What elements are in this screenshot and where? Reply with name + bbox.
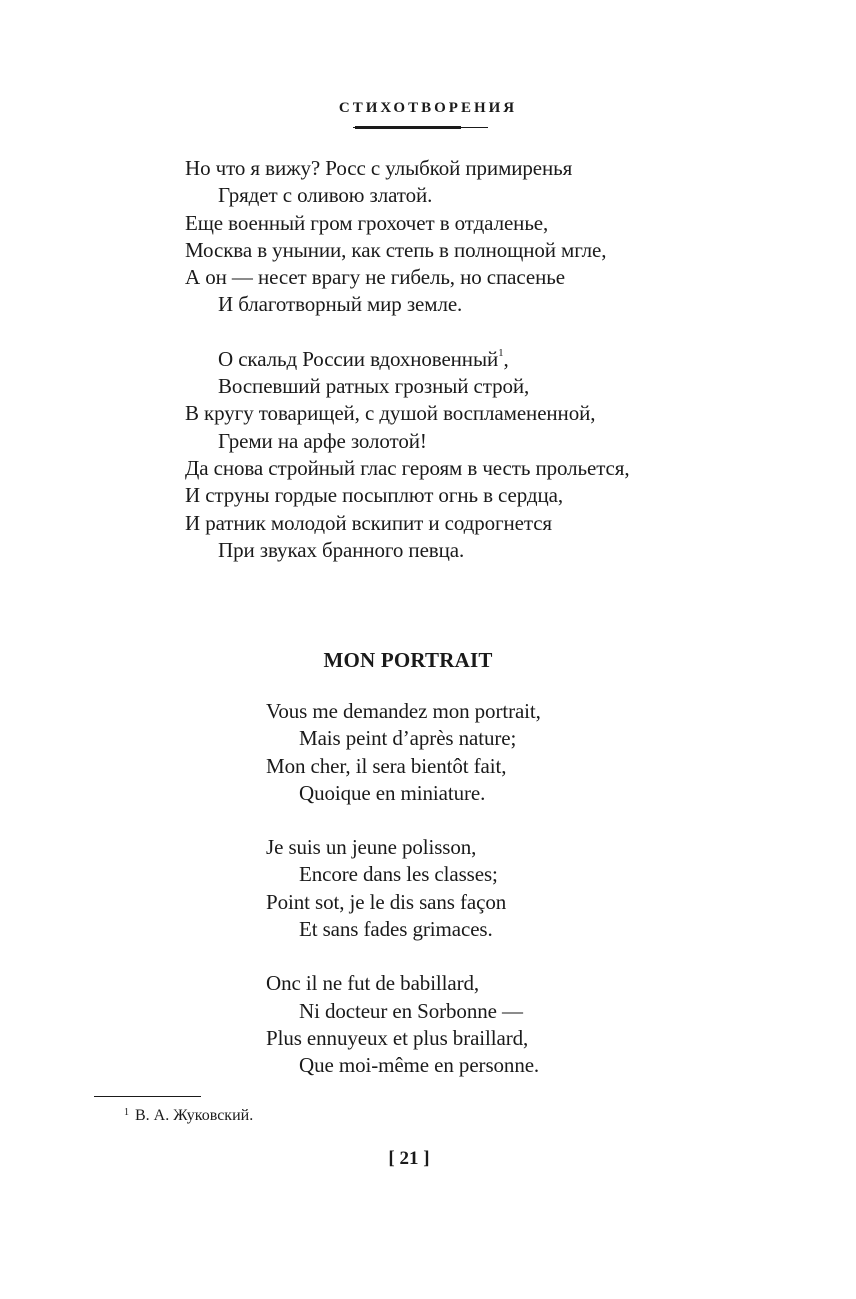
verse-line: Mon cher, il sera bientôt fait, — [266, 753, 507, 778]
poem-2 — [266, 698, 541, 1080]
page-number: [ 21 ] — [388, 1148, 430, 1169]
poem-title: MON PORTRAIT — [323, 648, 493, 672]
verse-line: Onc il ne fut de babillard, — [266, 971, 480, 996]
verse-line: А он — несет врагу не гибель, но спасенье — [185, 265, 565, 290]
footnote-marker: 1 — [124, 1107, 129, 1118]
poem-1 — [185, 155, 629, 564]
verse-line: Москва в унынии, как степь в полнощной мгле, — [185, 237, 607, 262]
stanza-break — [185, 319, 629, 346]
verse-text: О скальд России вдохновенный — [218, 346, 499, 371]
verse-line: И ратник молодой вскипит и содрогнется — [185, 510, 552, 535]
verse-line: Греми на арфе золотой! — [218, 428, 427, 453]
verse-line: Воспевший ратных грозный строй, — [218, 374, 530, 399]
stanza-break — [266, 943, 541, 970]
verse-line: Еще военный гром грохочет в отдаленье, — [185, 210, 549, 235]
verse-line: Да снова стройный глас героям в честь прольется, — [185, 455, 630, 480]
verse-line: И струны гордые посыплют огнь в сердца, — [185, 483, 563, 508]
footnote-reference: 1 — [498, 346, 504, 359]
footnote — [124, 1107, 253, 1125]
verse-line: Ni docteur en Sorbonne — — [299, 998, 523, 1023]
verse-line: Грядет с оливою златой. — [218, 183, 433, 208]
verse-line: Quoique en miniature. — [299, 780, 486, 805]
header-rule-accent — [355, 126, 461, 129]
verse-line: В кругу товарищей, с душой воспламененной, — [185, 401, 596, 426]
verse-line — [185, 346, 629, 373]
verse-line: И благотворный мир земле. — [218, 292, 463, 317]
verse-line: Mais peint d’après nature; — [299, 726, 517, 751]
running-header: СТИХОТВОРЕНИЯ — [338, 100, 518, 116]
verse-line: Vous me demandez mon portrait, — [266, 699, 541, 723]
footnote-rule — [94, 1096, 201, 1097]
verse-punctuation: , — [503, 346, 509, 371]
footnote-text: В. А. Жуковский. — [135, 1107, 254, 1124]
verse-line: Que moi-même en personne. — [299, 1053, 540, 1078]
verse-line: Но что я вижу? Росс с улыбкой примиренья — [185, 156, 573, 180]
verse-line: Encore dans les classes; — [299, 862, 498, 887]
verse-line: Et sans fades grimaces. — [299, 917, 493, 942]
verse-line: Plus ennuyeux et plus braillard, — [266, 1025, 529, 1050]
stanza-break — [266, 807, 541, 834]
verse-line: Je suis un jeune polisson, — [266, 835, 477, 860]
verse-line: Point sot, je le dis sans façon — [266, 889, 507, 914]
verse-line: При звуках бранного певца. — [218, 537, 465, 562]
